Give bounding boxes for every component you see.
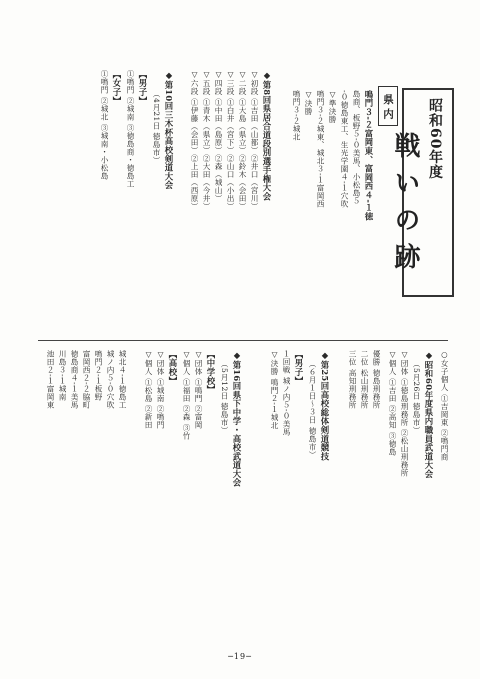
lower-line-5: ▽個人 ①福田 ②森 ③竹 — [182, 350, 191, 440]
upper-b-line-12: １回戦 城ノ内５-０美馬 — [282, 350, 291, 436]
right-line-3: （5月26日 徳島市） — [412, 360, 421, 435]
page-number: ─19─ — [228, 652, 252, 661]
lower-line-16: 池田２-１富岡東 — [46, 350, 55, 409]
lower-line-11: 城ノ内５-０穴吹 — [106, 350, 115, 409]
upper-line-14: ①鳴門 ②城北 ③城南・小松島 — [100, 70, 109, 180]
upper-b-line-7: 鳴門３-２城北 — [292, 90, 301, 141]
lower-line-7: ▽団体 ①城南 ②鳴門 — [156, 350, 165, 430]
upper-line-7: ▽六段 ①伊藤（会田）②上田（西原） — [190, 70, 199, 211]
right-line-7: 二位 松山刑務所 — [360, 350, 369, 409]
lower-line-8: ▽個人 ①松島 ②新田 — [144, 350, 153, 430]
upper-line-13: 【女子】 — [112, 70, 122, 106]
upper-line-1: ◆第8回県居合道段別選手権大会 — [262, 70, 272, 201]
upper-line-6: ▽五段 ①青木（県立）②大田（今井） — [202, 70, 211, 211]
upper-b-line-11: 【男子】 — [294, 350, 304, 386]
lower-line-13: 富岡西２-２脇町 — [82, 350, 91, 409]
upper-line-9: ◆第10回三木杯高校剣道大会 — [164, 70, 174, 190]
lower-line-1: ◆第16回県下中学・高校武道大会 — [232, 350, 242, 488]
upper-b-line-4: ▽準決勝 — [328, 90, 337, 124]
lower-line-2: （5月12日 徳島市） — [220, 360, 229, 435]
upper-b-line-5: 鳴門３-２城東、城北３-１富岡西 — [316, 90, 325, 208]
upper-line-3: ▽二段 ①大島（県立）②鈴木（会田） — [238, 70, 247, 211]
upper-b-line-6: ▽決勝 — [304, 90, 313, 116]
right-line-8: 三位 高知刑務所 — [348, 350, 357, 409]
lower-line-10: 城北４-１徳島工 — [118, 350, 127, 409]
right-line-1: ○女子個人 ①吉岡東 ②鳴門商 — [440, 350, 449, 462]
right-line-2: ◆昭和60年度県内職員武道大会 — [424, 350, 434, 479]
lower-line-12: 鳴門２-１板野 — [94, 350, 103, 401]
right-line-6: 優勝 徳島刑務所 — [372, 350, 381, 409]
upper-b-line-2: 島商、板野５-０美馬、小松島５ — [352, 90, 361, 205]
upper-line-11: 【男子】 — [138, 70, 148, 106]
divider-line — [38, 340, 448, 341]
upper-b-line-10: （６月１日～３日 徳島市） — [308, 360, 317, 459]
upper-line-12: ①鳴門 ②城南 ③徳島商・徳島工 — [126, 70, 135, 188]
upper-line-4: ▽三段 ①白井（宮下）②山口（小出） — [226, 70, 235, 211]
title-era: 昭和60年度 — [427, 98, 443, 180]
lower-line-15: 川島３-１城南 — [58, 350, 67, 401]
upper-b-line-1: 鳴門３-２富岡東、富岡西４-１徳 — [364, 90, 374, 221]
right-line-4: ▽団体 ①徳島刑務所 ②松山刑務所 — [400, 350, 409, 478]
upper-b-line-3: -０徳島東工、生光学園４-１穴吹 — [340, 90, 349, 208]
title-main: 戦いの跡 — [390, 132, 420, 280]
lower-line-6: 【高校】 — [168, 350, 178, 386]
section-label: 県 内 — [378, 86, 398, 126]
lower-line-3: 【中学校】 — [206, 350, 216, 394]
right-line-5: ▽個人 ①吉田 ②高知 ③徳島 — [388, 350, 397, 456]
upper-line-5: ▽四段 ①中田（島原）②森（城山） — [214, 70, 223, 203]
upper-b-line-9: ◆第25回高校総体剣道競技 — [320, 350, 330, 461]
lower-line-4: ▽団体 ①鳴門 ②富岡 — [194, 350, 203, 430]
upper-line-10: （4月21日 徳島市） — [152, 90, 161, 165]
lower-line-14: 徳島商４-１美馬 — [70, 350, 79, 409]
upper-b-line-13: ▽決勝 鳴門２-１城北 — [270, 350, 279, 430]
upper-line-2: ▽初段 ①吉田（山都）②井口（宮川） — [250, 70, 259, 211]
